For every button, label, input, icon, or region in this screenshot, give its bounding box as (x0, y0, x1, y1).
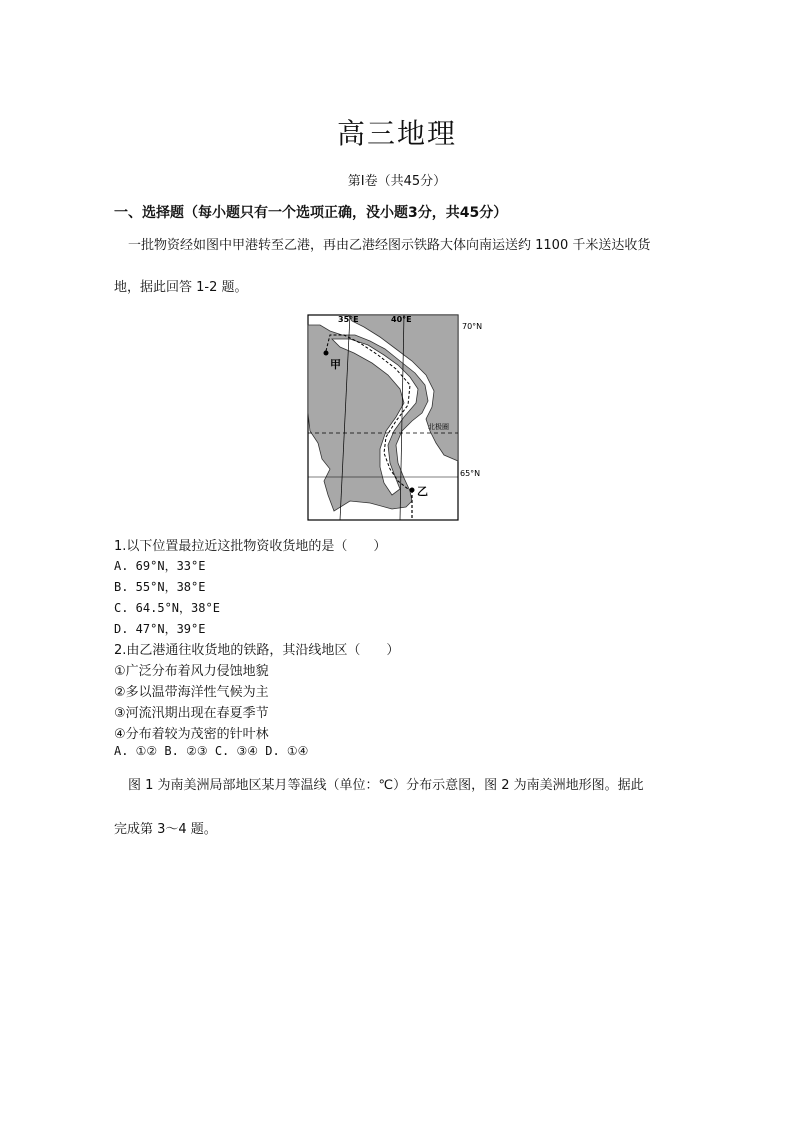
q2-options: A. ①② B. ②③ C. ③④ D. ①④ (114, 744, 309, 758)
intro-line-2: 地，据此回答 1-2 题。 (114, 280, 248, 295)
port-jia-marker (324, 351, 329, 356)
q1-option-b: B. 55°N，38°E (114, 580, 206, 594)
question-2-stem: 2.由乙港通往收货地的铁路，其沿线地区（ ） (114, 643, 400, 658)
q1-option-c: C. 64.5°N，38°E (114, 601, 220, 615)
exam-part-label: 第Ⅰ卷（共45分） (347, 174, 447, 189)
q2-item-1: ①广泛分布着风力侵蚀地貌 (114, 664, 269, 679)
map-figure (300, 313, 496, 523)
label-70n: 70°N (462, 322, 483, 331)
port-yi-marker (410, 488, 415, 493)
question-1-stem: 1.以下位置最拉近这批物资收货地的是（ ） (114, 539, 387, 554)
label-arctic-circle: 北极圈 (428, 423, 449, 431)
q2-item-3: ③河流汛期出现在春夏季节 (114, 706, 269, 721)
label-40e: 40°E (391, 315, 412, 324)
label-35e: 35°E (338, 315, 359, 324)
label-port-jia: 甲 (330, 358, 341, 371)
q2-item-4: ④分布着较为茂密的针叶林 (114, 727, 269, 742)
label-65n: 65°N (460, 469, 481, 478)
section-heading: 一、选择题（每小题只有一个选项正确，没小题3分，共45分） (114, 205, 508, 221)
q1-option-d: D. 47°N，39°E (114, 622, 206, 636)
intro-line-1: 一批物资经如图中甲港转至乙港，再由乙港经图示铁路大体向南运送约 1100 千米送达收货 (128, 238, 651, 253)
intro2-line-1: 图 1 为南美洲局部地区某月等温线（单位：℃）分布示意图，图 2 为南美洲地形图。据此 (128, 778, 644, 793)
intro2-line-2: 完成第 3～4 题。 (114, 822, 217, 837)
q2-item-2: ②多以温带海洋性气候为主 (114, 685, 269, 700)
q1-option-a: A. 69°N，33°E (114, 559, 206, 573)
label-port-yi: 乙 (417, 485, 428, 498)
page-title: 高三地理 (336, 117, 457, 150)
